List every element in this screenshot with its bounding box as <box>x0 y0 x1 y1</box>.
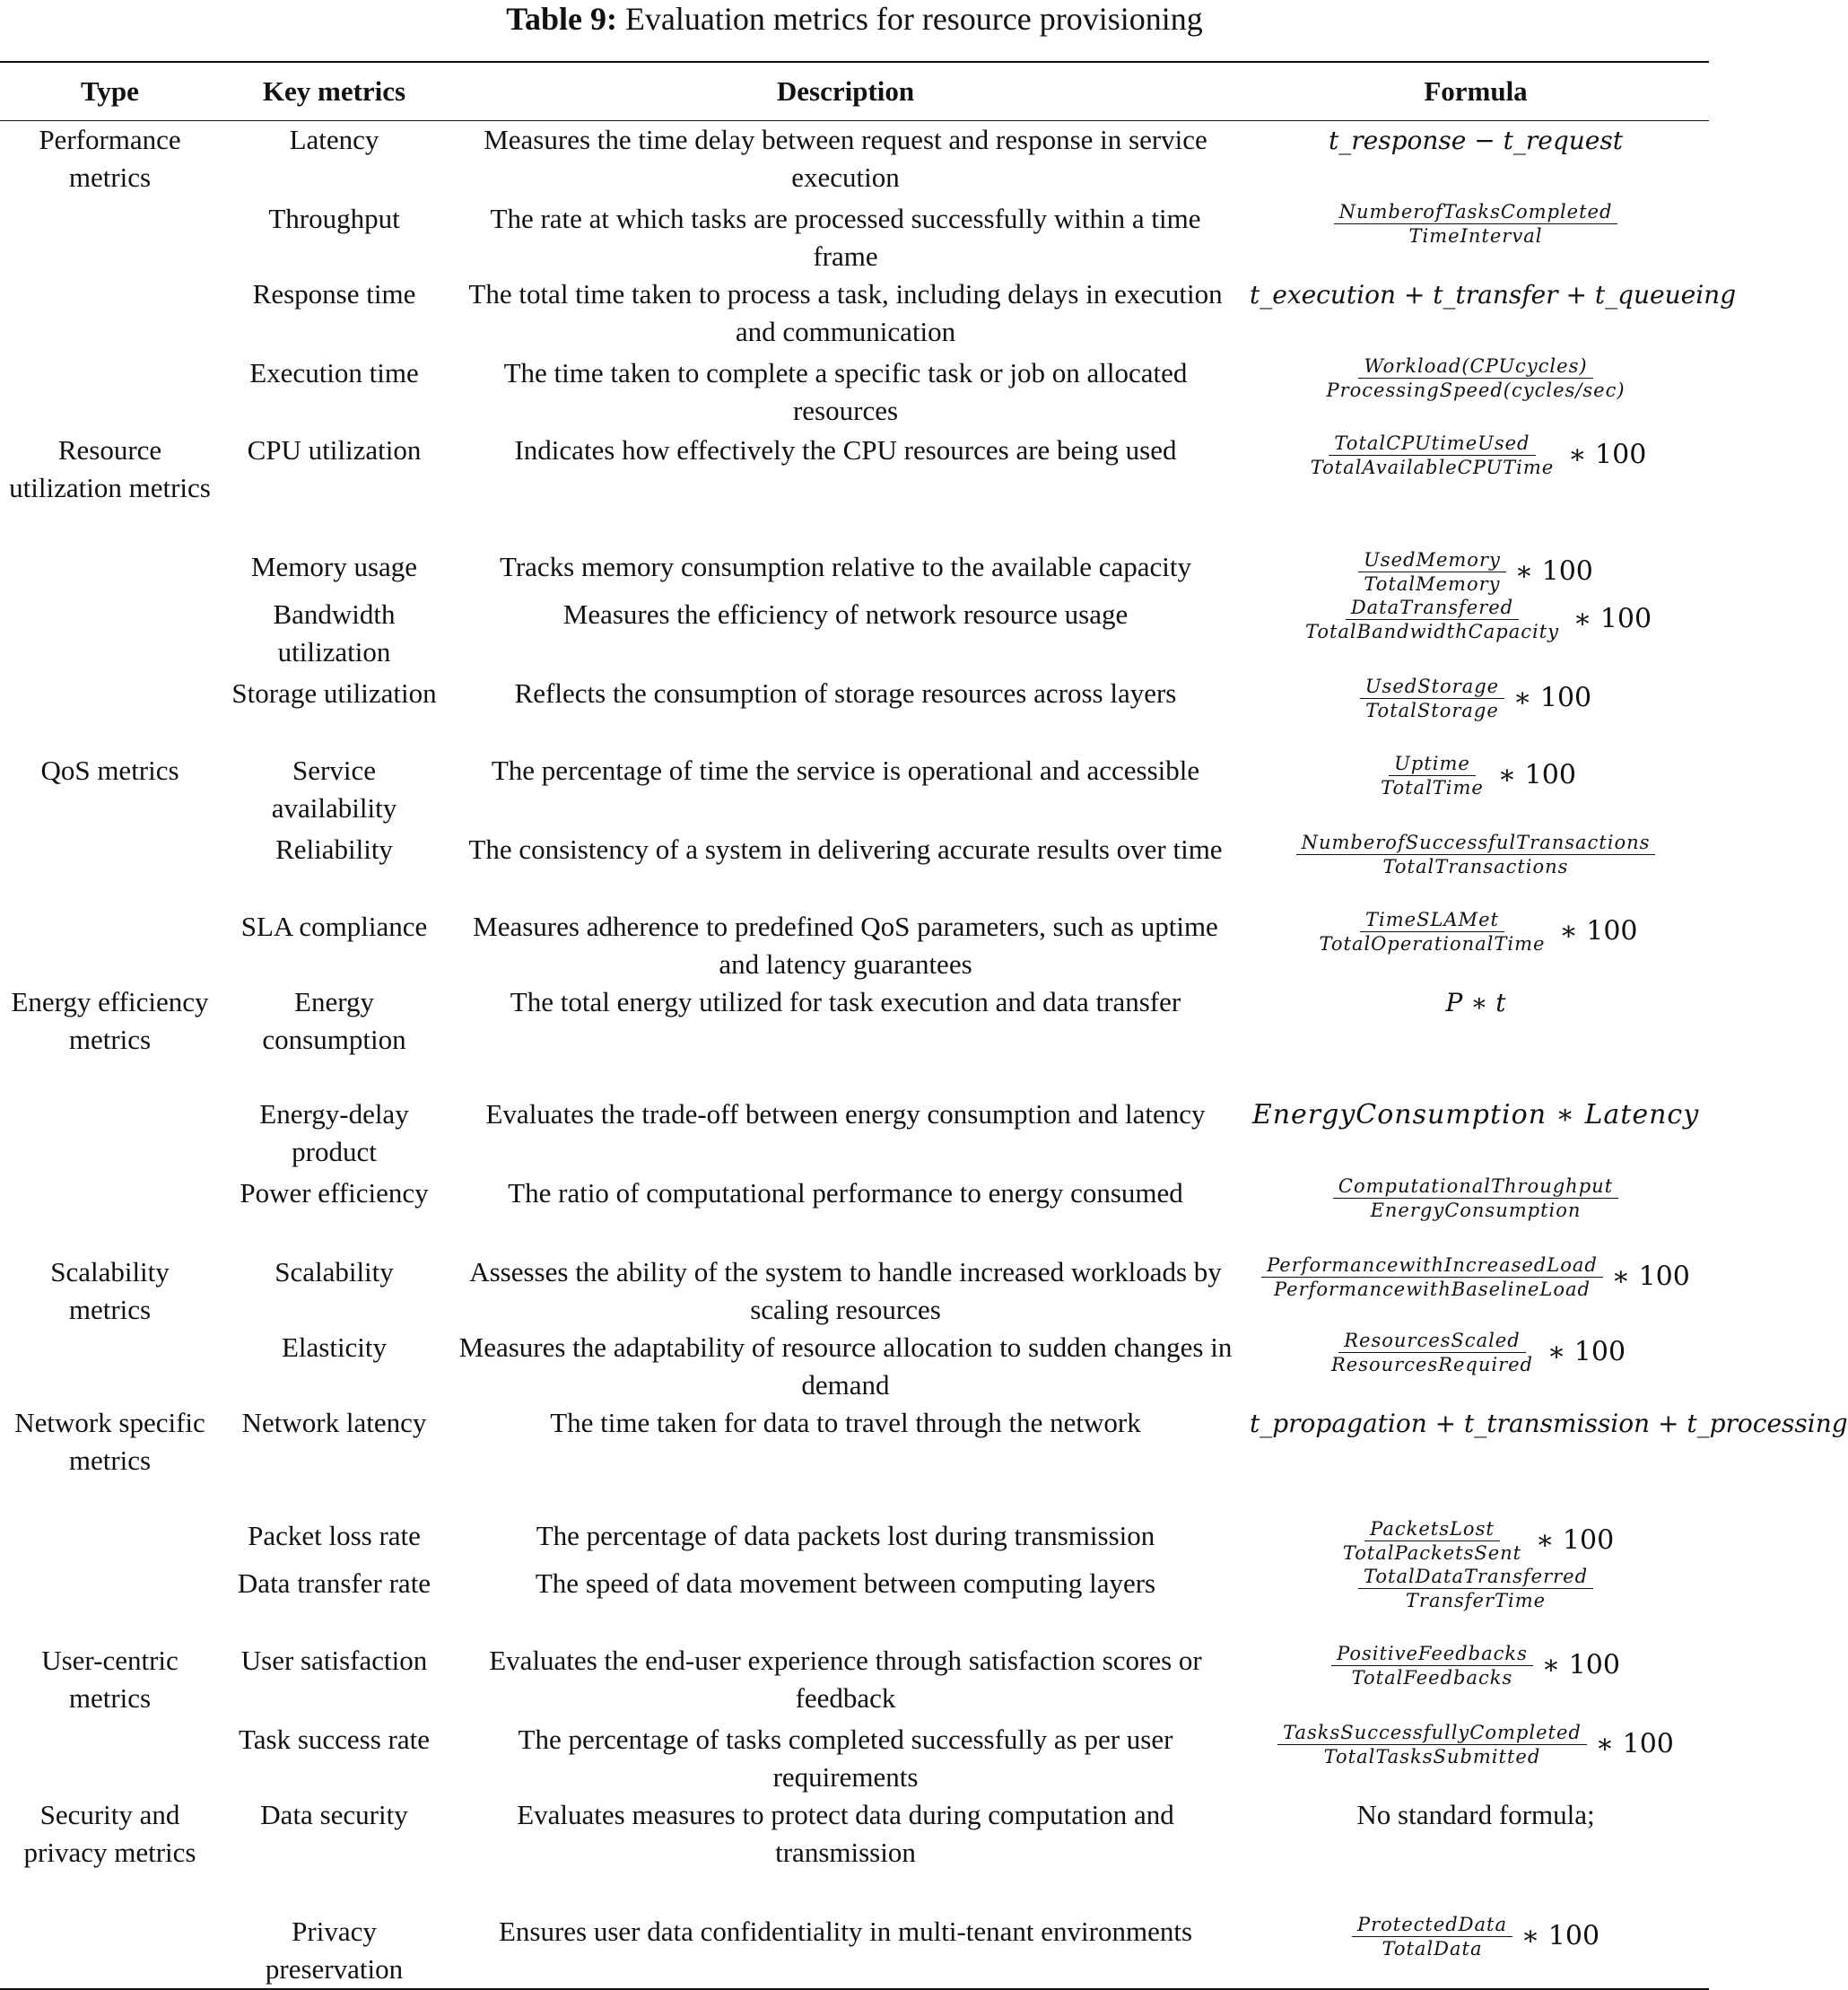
formula-cell <box>1242 1565 1709 1642</box>
formula-numerator: PacketsLost <box>1364 1517 1500 1541</box>
table-row <box>0 1565 1709 1642</box>
description-cell: The consistency of a system in delivering accurate results over time <box>468 833 1223 865</box>
formula-fraction <box>1375 752 1489 799</box>
formula-cell <box>1242 983 1709 1095</box>
formula-text: P ∗ t <box>1445 987 1506 1017</box>
description-cell: Reflects the consumption of storage resources across layers <box>514 676 1177 709</box>
type-cell <box>0 1913 220 1989</box>
key-metric-cell: CPU utilization <box>247 433 422 466</box>
formula-cell <box>1242 596 1709 675</box>
type-cell: Security and privacy metrics <box>23 1798 196 1868</box>
description-cell: Evaluates the trade-off between energy consumption and latency <box>485 1097 1206 1130</box>
formula-text: t_propagation + t_transmission + t_processing <box>1250 1408 1848 1438</box>
table-row <box>0 831 1709 908</box>
formula-cell <box>1242 1253 1709 1329</box>
type-cell <box>0 675 220 752</box>
description-cell: The total time taken to process a task, including delays in execution and communication <box>468 277 1223 347</box>
key-metric-cell: Privacy preservation <box>220 1913 449 1989</box>
formula-fraction <box>1358 1565 1593 1612</box>
formula-numerator: Workload(CPUcycles) <box>1358 354 1592 379</box>
formula-text: No standard formula; <box>1356 1798 1595 1830</box>
table-row <box>0 752 1709 831</box>
formula-denominator: ProcessingSpeed(cycles/sec) <box>1326 379 1626 401</box>
formula-multiplier: ∗ 100 <box>1541 1649 1620 1680</box>
formula-denominator: TransferTime <box>1405 1589 1547 1611</box>
caption-label: Table 9: <box>506 1 617 37</box>
type-cell <box>0 1174 220 1253</box>
formula-denominator: TotalFeedbacks <box>1351 1666 1513 1689</box>
description-cell: Measures the adaptability of resource allocation to sudden changes in demand <box>458 1331 1233 1401</box>
formula-multiplier: ∗ 100 <box>1497 759 1576 790</box>
key-metric-cell: Execution time <box>249 356 419 388</box>
formula-cell <box>1242 908 1709 983</box>
table-row <box>0 432 1709 548</box>
formula-fraction <box>1338 1517 1527 1565</box>
type-cell <box>0 1721 220 1796</box>
formula-denominator: TotalMemory <box>1364 572 1501 595</box>
formula-cell <box>1242 548 1709 596</box>
key-metric-cell: Scalability <box>275 1255 394 1287</box>
type-cell: Performance metrics <box>39 124 181 193</box>
description-cell: The percentage of time the service is operational and accessible <box>491 754 1200 786</box>
formula-multiplier: ∗ 100 <box>1611 1261 1690 1292</box>
formula-denominator: TotalAvailableCPUTime <box>1310 456 1555 478</box>
formula-fraction <box>1313 908 1550 956</box>
formula-denominator: TotalBandwidthCapacity <box>1304 620 1559 642</box>
description-cell: The rate at which tasks are processed successfully within a time frame <box>490 202 1201 272</box>
type-cell <box>0 354 220 432</box>
formula-cell <box>1242 1095 1709 1174</box>
key-metric-cell: Energy-delay product <box>259 1097 409 1167</box>
formula-numerator: NumberofSuccessfulTransactions <box>1296 831 1656 855</box>
formula-denominator: PerformancewithBaselineLoad <box>1273 1278 1591 1300</box>
formula-cell <box>1242 121 1709 200</box>
description-cell: The ratio of computational performance to energy consumed <box>508 1176 1183 1209</box>
formula-numerator: ProtectedData <box>1352 1913 1512 1937</box>
type-cell: Resource utilization metrics <box>9 433 211 503</box>
type-cell <box>0 1095 220 1174</box>
formula-numerator: UsedStorage <box>1360 675 1504 699</box>
formula-cell <box>1242 1517 1709 1565</box>
key-metric-cell: Task success rate <box>238 1723 431 1755</box>
formula-cell <box>1242 354 1709 432</box>
formula-multiplier: ∗ 100 <box>1573 603 1652 634</box>
formula-fraction <box>1333 1174 1618 1222</box>
formula-cell <box>1242 831 1709 908</box>
formula-fraction <box>1334 200 1618 248</box>
formula-multiplier: ∗ 100 <box>1595 1728 1674 1759</box>
header-description: Description <box>449 62 1242 121</box>
table-row <box>0 675 1709 752</box>
type-cell: QoS metrics <box>40 754 179 786</box>
table-row <box>0 1253 1709 1329</box>
header-row <box>0 62 1709 121</box>
formula-multiplier: ∗ 100 <box>1547 1336 1626 1367</box>
formula-cell <box>1242 1721 1709 1796</box>
key-metric-cell: Bandwidth utilization <box>273 598 396 668</box>
description-cell: Evaluates the end-user experience through satisfaction scores or feedback <box>489 1644 1202 1714</box>
formula-multiplier: ∗ 100 <box>1535 1524 1615 1556</box>
description-cell: The percentage of data packets lost during transmission <box>536 1519 1155 1551</box>
formula-numerator: ResourcesScaled <box>1338 1329 1525 1353</box>
key-metric-cell: SLA compliance <box>240 910 428 942</box>
key-metric-cell: Data security <box>260 1798 408 1830</box>
formula-denominator: TotalTransactions <box>1382 855 1569 877</box>
type-cell <box>0 908 220 983</box>
formula-numerator: TimeSLAMet <box>1360 908 1504 932</box>
key-metric-cell: Data transfer rate <box>237 1567 431 1599</box>
description-cell: Measures the efficiency of network resource usage <box>562 598 1129 630</box>
description-cell: The total energy utilized for task execution and data transfer <box>510 985 1181 1017</box>
formula-numerator: TotalDataTransferred <box>1358 1565 1593 1589</box>
type-cell <box>0 548 220 596</box>
header-type: Type <box>0 62 220 121</box>
formula-cell <box>1242 275 1737 354</box>
type-cell <box>0 1329 220 1404</box>
formula-cell <box>1242 200 1709 275</box>
table-row <box>0 1174 1709 1253</box>
formula-denominator: ResourcesRequired <box>1330 1353 1533 1375</box>
formula-text: t_response − t_request <box>1329 126 1623 155</box>
formula-fraction <box>1331 1642 1533 1689</box>
table-row <box>0 1095 1709 1174</box>
formula-cell <box>1242 675 1709 752</box>
formula-multiplier: ∗ 100 <box>1568 439 1647 470</box>
formula-numerator: PositiveFeedbacks <box>1331 1642 1533 1666</box>
table-row <box>0 1721 1709 1796</box>
formula-fraction <box>1277 1721 1587 1768</box>
formula-cell <box>1242 1329 1709 1404</box>
formula-numerator: ComputationalThroughput <box>1333 1174 1618 1199</box>
formula-cell <box>1242 1913 1709 1989</box>
formula-fraction <box>1321 354 1630 402</box>
formula-cell <box>1242 1174 1709 1253</box>
formula-numerator: Uptime <box>1389 752 1476 776</box>
description-cell: Tracks memory consumption relative to the available capacity <box>499 550 1192 582</box>
formula-fraction <box>1296 831 1656 878</box>
key-metric-cell: Storage utilization <box>231 676 437 709</box>
key-metric-cell: Throughput <box>268 202 400 234</box>
description-cell: Evaluates measures to protect data during computation and transmission <box>517 1798 1174 1868</box>
formula-cell <box>1242 1796 1709 1913</box>
formula-cell <box>1242 432 1709 548</box>
table-row <box>0 200 1709 275</box>
formula-fraction <box>1352 1913 1512 1960</box>
formula-numerator: DataTransfered <box>1346 596 1519 620</box>
formula-denominator: TotalStorage <box>1365 699 1499 721</box>
key-metric-cell: Power efficiency <box>240 1176 429 1209</box>
caption-text: Evaluation metrics for resource provisioning <box>624 1 1203 37</box>
formula-multiplier: ∗ 100 <box>1559 915 1638 947</box>
type-cell <box>0 275 220 354</box>
formula-multiplier: ∗ 100 <box>1521 1920 1600 1951</box>
table-row <box>0 275 1709 354</box>
formula-fraction <box>1261 1253 1603 1301</box>
formula-fraction <box>1300 596 1565 643</box>
type-cell: User-centric metrics <box>41 1644 179 1714</box>
formula-text: t_execution + t_transfer + t_queueing <box>1250 279 1737 310</box>
key-metric-cell: Network latency <box>241 1406 427 1438</box>
table-caption <box>0 0 1709 38</box>
type-cell <box>0 200 220 275</box>
description-cell: The time taken to complete a specific task or job on allocated resources <box>503 356 1188 426</box>
table-row <box>0 1404 1709 1517</box>
table-row <box>0 596 1709 675</box>
formula-denominator: EnergyConsumption <box>1370 1199 1582 1221</box>
formula-fraction <box>1326 1329 1539 1376</box>
formula-numerator: NumberofTasksCompleted <box>1334 200 1618 224</box>
key-metric-cell: Energy consumption <box>262 985 406 1055</box>
description-cell: Measures the time delay between request and response in service execution <box>484 124 1207 193</box>
table-row <box>0 1329 1709 1404</box>
formula-multiplier: ∗ 100 <box>1514 555 1593 587</box>
type-cell: Network specific metrics <box>14 1406 205 1476</box>
formula-denominator: TimeInterval <box>1408 224 1543 247</box>
formula-fraction <box>1360 675 1504 722</box>
table-row <box>0 354 1709 432</box>
description-cell: The percentage of tasks completed successfully as per user requirements <box>518 1723 1173 1793</box>
key-metric-cell: Elasticity <box>281 1331 388 1363</box>
key-metric-cell: Packet loss rate <box>248 1519 421 1551</box>
key-metric-cell: Latency <box>289 124 379 155</box>
key-metric-cell: Response time <box>252 277 416 310</box>
table-row <box>0 1517 1709 1565</box>
formula-fraction <box>1305 432 1560 479</box>
type-cell <box>0 596 220 675</box>
formula-cell <box>1242 752 1709 831</box>
formula-cell <box>1242 1404 1848 1517</box>
formula-cell <box>1242 1642 1709 1721</box>
formula-numerator: TotalCPUtimeUsed <box>1329 432 1535 456</box>
formula-denominator: TotalOperationalTime <box>1319 932 1546 955</box>
header-formula: Formula <box>1242 62 1709 121</box>
formula-text: EnergyConsumption ∗ Latency <box>1251 1098 1700 1130</box>
type-cell <box>0 1565 220 1642</box>
table-row <box>0 908 1709 983</box>
type-cell <box>0 1517 220 1565</box>
header-key-metrics: Key metrics <box>220 62 449 121</box>
description-cell: The time taken for data to travel through the network <box>550 1406 1141 1438</box>
table-row <box>0 1642 1709 1721</box>
description-cell: Indicates how effectively the CPU resources are being used <box>514 433 1177 466</box>
key-metric-cell: Reliability <box>275 833 393 865</box>
type-cell: Energy efficiency metrics <box>11 985 209 1055</box>
formula-denominator: TotalTasksSubmitted <box>1323 1745 1541 1767</box>
table-row <box>0 121 1709 200</box>
formula-numerator: PerformancewithIncreasedLoad <box>1261 1253 1603 1278</box>
formula-fraction <box>1358 548 1506 596</box>
metrics-table <box>0 61 1848 1990</box>
type-cell <box>0 831 220 908</box>
table-row <box>0 548 1709 596</box>
formula-numerator: TasksSuccessfullyCompleted <box>1277 1721 1587 1745</box>
formula-denominator: TotalPacketsSent <box>1342 1541 1522 1564</box>
formula-numerator: UsedMemory <box>1358 548 1506 572</box>
table-row <box>0 1796 1709 1913</box>
formula-denominator: TotalTime <box>1381 776 1484 799</box>
key-metric-cell: Service availability <box>271 754 397 824</box>
formula-multiplier: ∗ 100 <box>1512 682 1592 713</box>
description-cell: Ensures user data confidentiality in multi-tenant environments <box>449 1913 1242 1989</box>
description-cell: Assesses the ability of the system to handle increased workloads by scaling resources <box>469 1255 1222 1325</box>
key-metric-cell: User satisfaction <box>240 1644 428 1676</box>
description-cell: Measures adherence to predefined QoS parameters, such as uptime and latency guarantees <box>473 910 1218 980</box>
description-cell: The speed of data movement between computing layers <box>535 1567 1156 1599</box>
table-row <box>0 983 1709 1095</box>
formula-denominator: TotalData <box>1382 1937 1483 1959</box>
key-metric-cell: Memory usage <box>250 550 418 582</box>
table-row <box>0 1913 1709 1989</box>
type-cell: Scalability metrics <box>50 1255 170 1325</box>
